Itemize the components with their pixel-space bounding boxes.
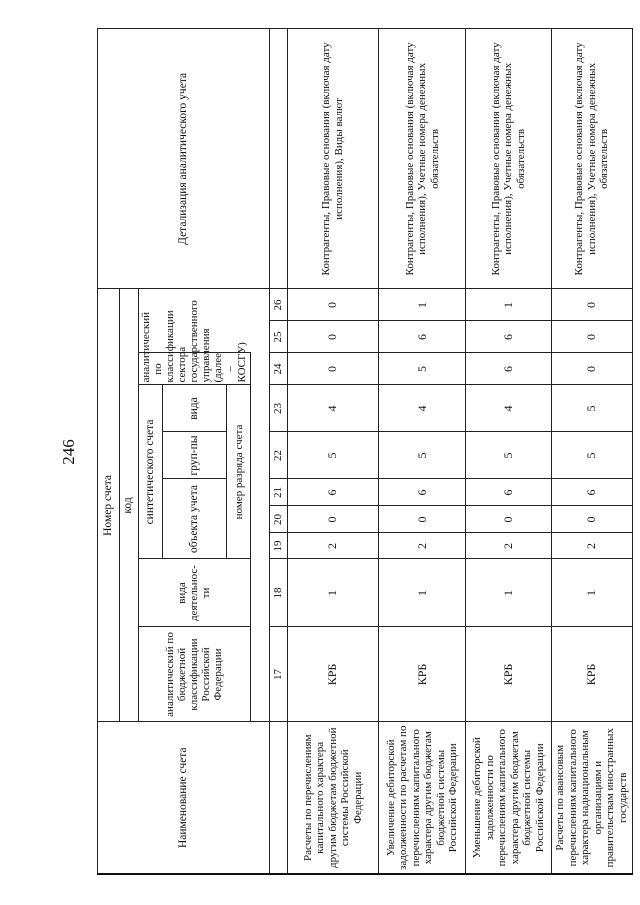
row-cell: 5 <box>379 353 466 385</box>
digit-cell: 23 <box>269 385 287 432</box>
row-name: Уменьшение дебиторской задолженности по перечислениям капитального характера другим бюджетам бюджетной системы Российской Федерации <box>466 722 551 874</box>
activity-type-header: вида деятельнос-ти <box>138 559 251 627</box>
digit-cell: 18 <box>269 559 287 627</box>
digit-cell: 20 <box>269 506 287 533</box>
account-number-header: Номер счета <box>98 289 120 722</box>
row-detail: Контрагенты, Правовые основания (включая дату исполнения), Учетные номера денежных обязательств <box>379 29 466 289</box>
col-name-header: Наименование счета <box>98 722 270 874</box>
row-cell: 0 <box>551 289 632 321</box>
row-cell: 0 <box>551 353 632 385</box>
row-detail: Контрагенты, Правовые основания (включая дату исполнения), Учетные номера денежных обязательств <box>466 29 551 289</box>
row-cell: 0 <box>287 289 378 321</box>
detail-header: Детализация аналитического учета <box>98 29 270 289</box>
row-cell: 1 <box>466 289 551 321</box>
digit-cell: 17 <box>269 627 287 722</box>
digit-cell: 19 <box>269 533 287 559</box>
table-rotated-container <box>97 30 633 875</box>
row-cell: 2 <box>287 533 378 559</box>
row-name: Расчеты по авансовым перечислениям капитального характера наднациональным организациям и правительствам иностранных государств <box>551 722 632 874</box>
row-cell: 1 <box>379 289 466 321</box>
row-cell: 5 <box>379 432 466 479</box>
table-row <box>379 29 466 874</box>
row-cell: 0 <box>551 321 632 353</box>
row-cell: 5 <box>551 385 632 432</box>
row-name: Увеличение дебиторской задолженности по расчетам по перечислениям капитального характера другим бюджетам бюджетной системы Российской Федерации <box>379 722 466 874</box>
page-number: 246 <box>59 439 78 465</box>
analytic-budget-header: аналитический по бюджетной классификации Российской Федерации <box>138 627 251 722</box>
digit-cell: 26 <box>269 289 287 321</box>
code-header: код <box>120 289 138 722</box>
accounts-table <box>97 28 633 875</box>
row-cell: 6 <box>551 479 632 506</box>
row-cell: 6 <box>287 479 378 506</box>
row-name: Расчеты по перечислениям капитального характера другим бюджетам бюджетной системы Российской Федерации <box>287 722 378 874</box>
kosgu-header: аналитический по классификации сектора государственного управления (далее – КОСГУ) <box>138 353 251 385</box>
row-cell: 0 <box>466 506 551 533</box>
row-cell: 0 <box>379 506 466 533</box>
row-cell: 6 <box>466 321 551 353</box>
synthetic-header: синтетического счета <box>138 385 162 559</box>
row-cell: 0 <box>287 506 378 533</box>
table-row <box>551 29 632 874</box>
digit-cell: 25 <box>269 321 287 353</box>
row-cell: 2 <box>379 533 466 559</box>
row-cell: 0 <box>287 353 378 385</box>
digit-cell: 24 <box>269 353 287 385</box>
row-detail: Контрагенты, Правовые основания (включая дату исполнения), Учетные номера денежных обязательств <box>551 29 632 289</box>
detail-digit-spacer <box>269 29 287 289</box>
kind-header: вида <box>163 385 227 432</box>
row-cell: 4 <box>379 385 466 432</box>
row-cell: КРБ <box>551 627 632 722</box>
row-cell: 1 <box>466 559 551 627</box>
row-cell: 5 <box>466 432 551 479</box>
row-cell: КРБ <box>379 627 466 722</box>
digit-cell: 21 <box>269 479 287 506</box>
row-cell: 1 <box>287 559 378 627</box>
table-row <box>287 29 378 874</box>
row-cell: 0 <box>287 321 378 353</box>
row-cell: 5 <box>551 432 632 479</box>
table-row <box>466 29 551 874</box>
row-detail: Контрагенты, Правовые основания (включая дату исполнения), Виды валют <box>287 29 378 289</box>
digit-cell: 22 <box>269 432 287 479</box>
digits-row-spacer <box>269 722 287 874</box>
row-cell: 2 <box>466 533 551 559</box>
row-cell: 6 <box>466 353 551 385</box>
row-cell: 1 <box>379 559 466 627</box>
row-cell: 6 <box>466 479 551 506</box>
digit-number-header: номер разряда счета <box>226 385 251 559</box>
row-cell: КРБ <box>466 627 551 722</box>
row-cell: 4 <box>287 385 378 432</box>
row-cell: 6 <box>379 321 466 353</box>
row-cell: 6 <box>379 479 466 506</box>
row-cell: 0 <box>551 506 632 533</box>
row-cell: 4 <box>466 385 551 432</box>
row-cell: 1 <box>551 559 632 627</box>
group-header: груп-пы <box>163 432 227 479</box>
row-cell: 5 <box>287 432 378 479</box>
row-cell: 2 <box>551 533 632 559</box>
row-cell: КРБ <box>287 627 378 722</box>
object-header: объекта учета <box>163 479 227 559</box>
